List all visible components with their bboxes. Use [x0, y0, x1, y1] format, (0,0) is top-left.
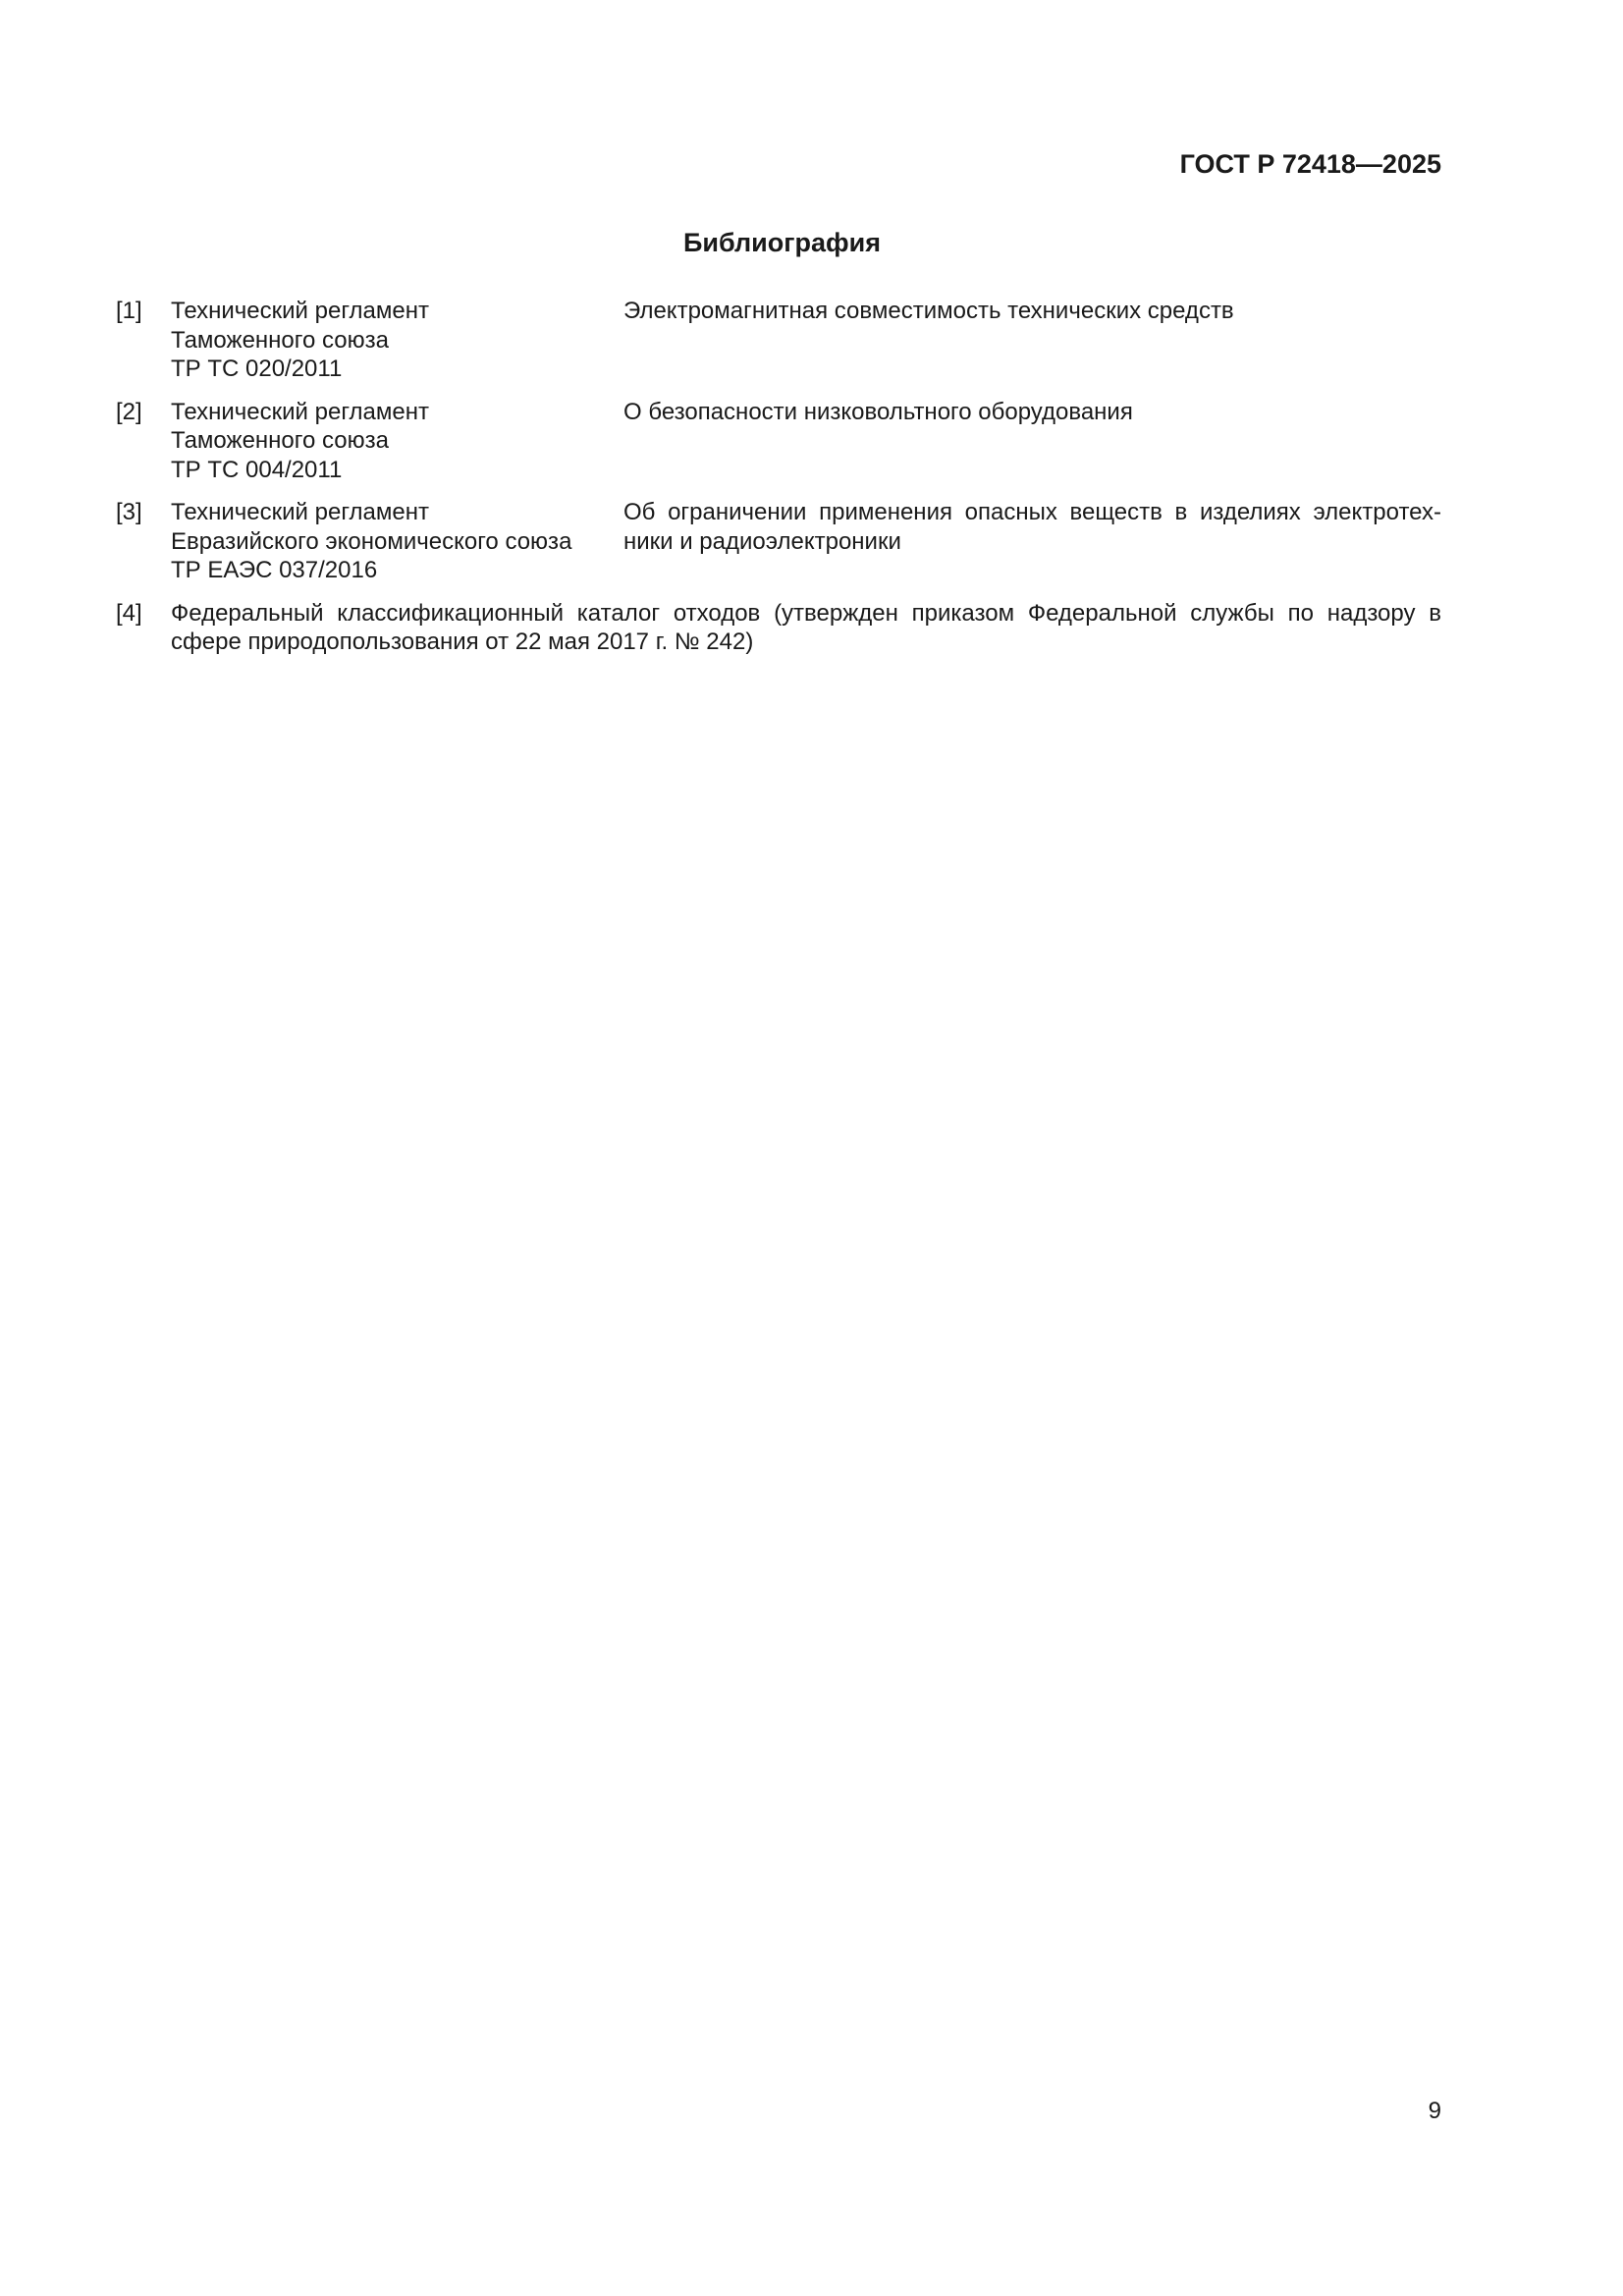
bibliography-entry-4: [116, 599, 1441, 657]
entry-source: [171, 297, 623, 384]
entry-title: [623, 498, 1441, 585]
entry-title: [623, 398, 1441, 485]
entry-title-line: Об ограничении применения опасных веществ в изделиях электротех-: [623, 499, 1441, 525]
entry-title-line: Федеральный классификационный каталог отходов (утвержден приказом Федеральной службы по надзору в: [171, 599, 1441, 627]
bibliography-list: [116, 297, 1441, 671]
entry-source-line: Евразийского экономического союза: [171, 527, 572, 555]
entry-source-line: Технический регламент: [171, 298, 429, 324]
entry-number: [3]: [116, 499, 142, 525]
entry-source-line: ТР ЕАЭС 037/2016: [171, 557, 378, 583]
bibliography-entry-3: [116, 498, 1441, 585]
entry-source-line: Таможенного союза: [171, 326, 389, 354]
bibliography-entry-2: [116, 398, 1441, 485]
entry-title: [623, 297, 1441, 384]
entry-number: [4]: [116, 599, 142, 627]
entry-title-line: Электромагнитная совместимость технических средств: [623, 298, 1234, 324]
entry-title-line: О безопасности низковольтного оборудования: [623, 398, 1133, 425]
page-number: 9: [1428, 2098, 1441, 2124]
entry-source-line: ТР ТС 020/2011: [171, 355, 343, 382]
entry-title-line: сфере природопользования от 22 мая 2017 г. № 242): [171, 629, 754, 655]
entry-title: [171, 599, 1441, 657]
entry-source-line: ТР ТС 004/2011: [171, 456, 343, 483]
entry-number: [1]: [116, 298, 142, 324]
bibliography-entry-1: [116, 297, 1441, 384]
entry-source: [171, 498, 623, 585]
document-code-header: ГОСТ Р 72418—2025: [1179, 149, 1441, 179]
entry-source-line: Технический регламент: [171, 499, 429, 525]
entry-source-line: Технический регламент: [171, 398, 429, 425]
entry-title-line: ники и радиоэлектроники: [623, 527, 901, 555]
entry-number: [2]: [116, 398, 142, 425]
entry-source-line: Таможенного союза: [171, 427, 389, 454]
section-title: Библиография: [683, 228, 881, 257]
entry-source: [171, 398, 623, 485]
